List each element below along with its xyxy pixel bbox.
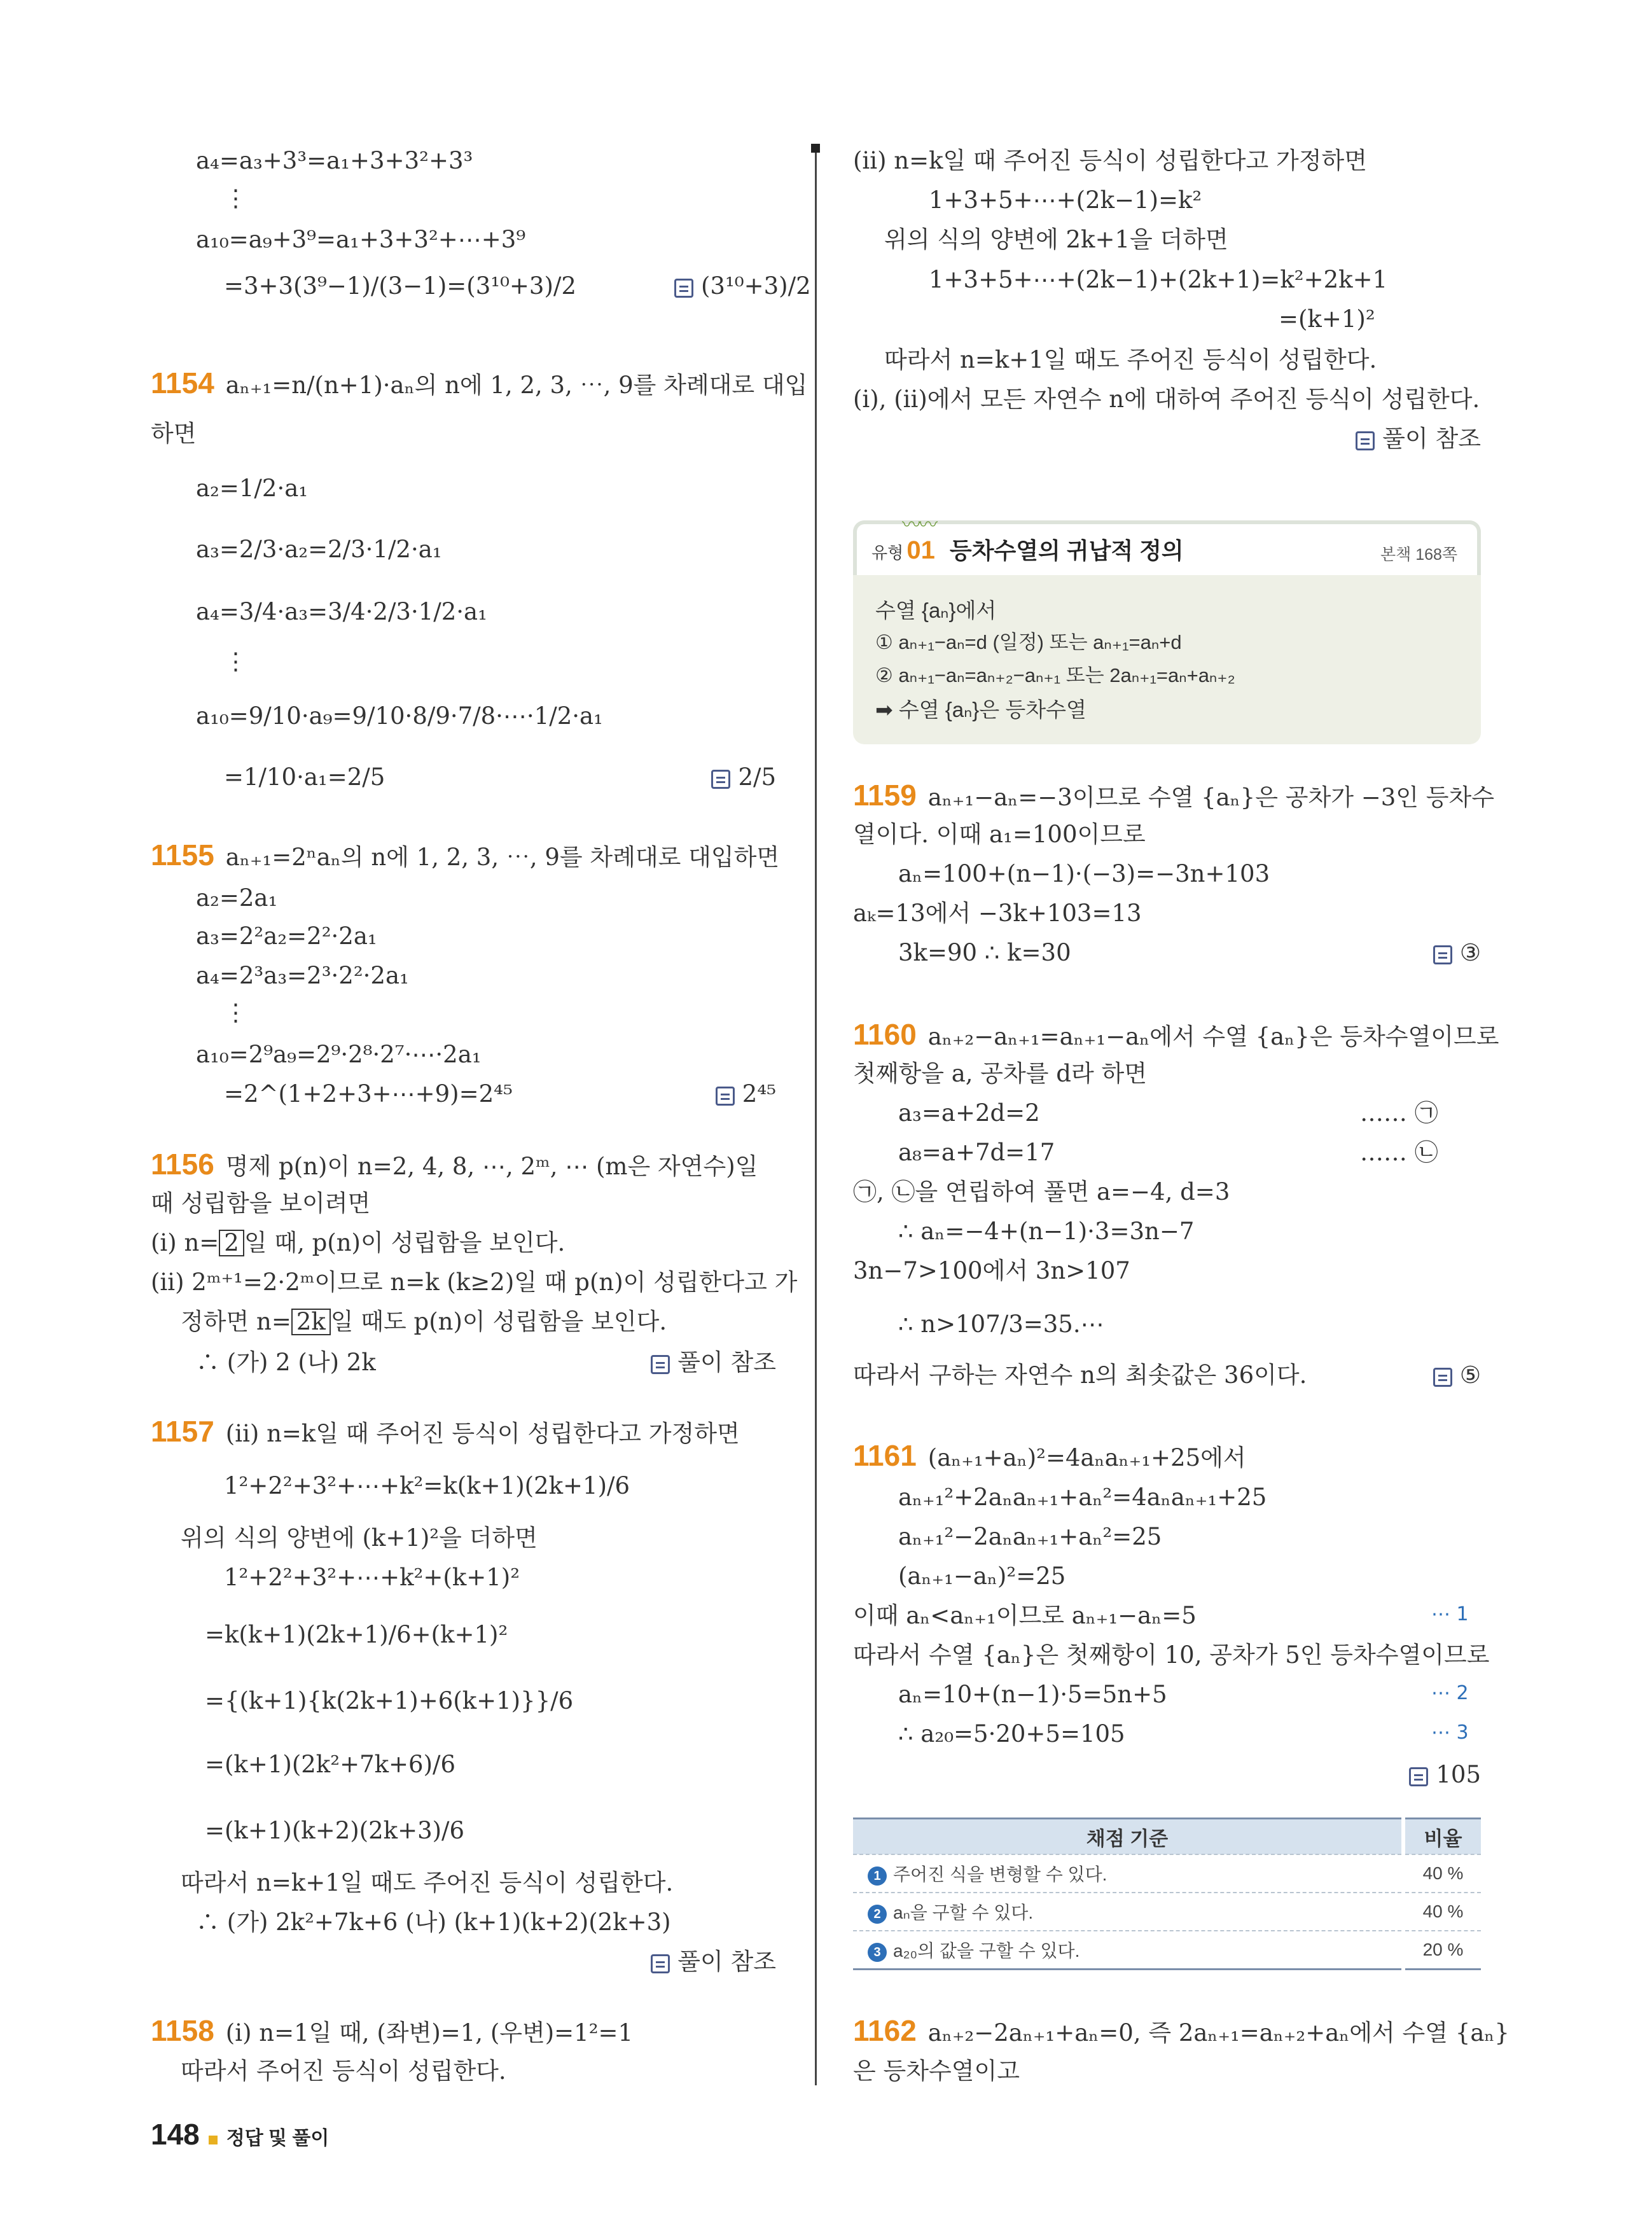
solution-line: 은 등차수열이고 — [853, 2057, 1020, 2085]
solution-line: a₃=a+2d=2 — [898, 1099, 1040, 1127]
solution-line: a₂=1/2·a₁ — [196, 475, 309, 502]
problem-number: 1158 — [151, 2014, 214, 2047]
answer — [1291, 425, 1481, 453]
problem-1162 — [853, 2014, 1510, 2047]
answer-mark-icon — [1433, 1368, 1452, 1387]
line-text: 일 때도 p(n)이 성립함을 보인다. — [330, 1308, 667, 1335]
solution-line: ∴ a₂₀=5·20+5=105 — [898, 1720, 1125, 1748]
problem-number: 1162 — [853, 2014, 917, 2047]
solution-line: (ii) 2ᵐ⁺¹=2·2ᵐ이므로 n=k (k≥2)일 때 p(n)이 성립한다고 가 — [151, 1268, 798, 1296]
column-divider-dot — [811, 144, 820, 153]
ratio-cell: 40 % — [1403, 1893, 1481, 1931]
solution-line: =3+3(3⁹−1)/(3−1)=(3¹⁰+3)/2 — [224, 272, 576, 300]
blank-box: 2k — [291, 1309, 331, 1335]
solution-line: aₙ₊₁²−2aₙaₙ₊₁+aₙ²=25 — [898, 1523, 1162, 1550]
solution-line: a₄=3/4·a₃=3/4·2/3·1/2·a₁ — [196, 598, 487, 625]
solution-line: 이때 aₙ<aₙ₊₁이므로 aₙ₊₁−aₙ=5 — [853, 1602, 1197, 1629]
problem-number: 1156 — [151, 1148, 214, 1181]
solution-line: a₂=2a₁ — [196, 884, 278, 912]
ellipsis: ⋮ — [224, 184, 247, 212]
problem-text: aₙ₊₁−aₙ=−3이므로 수열 {aₙ}은 공차가 −3인 등차수 — [927, 784, 1494, 811]
step-number-icon: 3 — [868, 1943, 887, 1962]
solution-line: a₄=a₃+3³=a₁+3+3²+3³ — [196, 147, 473, 174]
criterion-cell — [853, 1854, 1403, 1893]
solution-line: ㉠, ㉡을 연립하여 풀면 a=−4, d=3 — [853, 1178, 1230, 1206]
scoring-table — [853, 1817, 1481, 1970]
problem-text: aₙ₊₂−aₙ₊₁=aₙ₊₁−aₙ에서 수열 {aₙ}은 등차수열이므로 — [927, 1023, 1499, 1050]
solution-line: ∴ n>107/3=35.⋯ — [898, 1310, 1104, 1338]
answer-value: 풀이 참조 — [677, 1349, 776, 1376]
answer-value: ③ — [1459, 939, 1481, 966]
ellipsis: ⋮ — [224, 999, 247, 1026]
solution-line: a₃=2²a₂=2²·2a₁ — [196, 922, 377, 950]
type-title: 등차수열의 귀납적 정의 — [949, 538, 1184, 564]
answer-mark-icon — [651, 1954, 670, 1973]
criterion-text: 주어진 식을 변형할 수 있다. — [893, 1865, 1107, 1884]
step-marker-2: ⋯ 2 — [1431, 1682, 1469, 1704]
problem-number: 1160 — [853, 1018, 917, 1051]
problem-1157 — [151, 1417, 740, 1448]
problem-text: 때 성립함을 보이려면 — [151, 1190, 371, 1217]
answer-mark-icon — [711, 770, 730, 789]
type-number: 01 — [906, 536, 935, 564]
solution-line: 따라서 주어진 등식이 성립한다. — [181, 2057, 506, 2085]
problem-text: (i) n=1일 때, (좌변)=1, (우변)=1²=1 — [225, 2019, 634, 2047]
solution-line: 1+3+5+⋯+(2k−1)+(2k+1)=k²+2k+1 — [929, 266, 1388, 293]
step-number-icon: 2 — [868, 1905, 887, 1924]
solution-line: aₖ=13에서 −3k+103=13 — [853, 900, 1142, 927]
solution-line: ∴ aₙ=−4+(n−1)·3=3n−7 — [898, 1218, 1195, 1245]
answer-value: ⑤ — [1459, 1361, 1481, 1389]
answer-value: 105 — [1436, 1761, 1481, 1788]
type-label: 유형 — [871, 543, 904, 562]
answer — [1379, 939, 1481, 967]
conclusion: ∴ (가) 2 (나) 2k — [196, 1349, 376, 1376]
equation-marker: …… ㉠ — [1360, 1099, 1438, 1127]
problem-1154 — [151, 366, 808, 400]
solution-line: (ii) n=k일 때 주어진 등식이 성립한다고 가정하면 — [853, 147, 1367, 174]
solution-line: =k(k+1)(2k+1)/6+(k+1)² — [205, 1621, 508, 1648]
solution-line: 1+3+5+⋯+(2k−1)=k² — [929, 186, 1202, 214]
solution-line: 따라서 수열 {aₙ}은 첫째항이 10, 공차가 5인 등차수열이므로 — [853, 1641, 1490, 1669]
problem-number: 1154 — [151, 366, 214, 400]
blank-box: 2 — [219, 1230, 244, 1256]
footer-square-icon — [209, 2136, 218, 2144]
solution-line: a₁₀=9/10·a₉=9/10·8/9·7/8·⋯·1/2·a₁ — [196, 702, 603, 730]
problem-1161 — [853, 1439, 1246, 1472]
solution-line — [151, 1229, 565, 1257]
solution-line: a₁₀=a₉+3⁹=a₁+3+3²+⋯+3⁹ — [196, 226, 526, 253]
solution-line — [181, 1308, 667, 1336]
solution-line: 따라서 n=k+1일 때도 주어진 등식이 성립한다. — [884, 346, 1377, 373]
criterion-cell — [853, 1931, 1403, 1970]
problem-text: (ii) n=k일 때 주어진 등식이 성립한다고 가정하면 — [225, 1420, 740, 1447]
problem-text: aₙ₊₂−2aₙ₊₁+aₙ=0, 즉 2aₙ₊₁=aₙ₊₂+aₙ에서 수열 {aₙ} — [927, 2019, 1510, 2047]
type-heading — [871, 533, 1184, 566]
step-marker-1: ⋯ 1 — [1431, 1603, 1469, 1625]
line-text: (i) n= — [151, 1229, 219, 1256]
problem-1160 — [853, 1020, 1499, 1051]
footer-title: 정답 및 풀이 — [226, 2128, 330, 2149]
answer — [674, 763, 776, 791]
page-footer — [151, 2117, 329, 2151]
problem-text: aₙ₊₁=n/(n+1)·aₙ의 n에 1, 2, 3, ⋯, 9를 차례대로 대입 — [225, 372, 808, 399]
wave-ornament: 〰〰 — [902, 514, 935, 536]
problem-number: 1159 — [853, 779, 917, 812]
solution-line: =(k+1)(k+2)(2k+3)/6 — [205, 1817, 465, 1844]
page-number: 148 — [151, 2118, 200, 2151]
equation-marker: …… ㉡ — [1360, 1139, 1438, 1166]
answer — [611, 1349, 776, 1377]
criterion-text: a₂₀의 값을 구할 수 있다. — [893, 1941, 1080, 1961]
answer-value: 풀이 참조 — [677, 1948, 776, 1975]
solution-line: 3n−7>100에서 3n>107 — [853, 1257, 1130, 1284]
solution-line: 따라서 n=k+1일 때도 주어진 등식이 성립한다. — [181, 1869, 674, 1896]
problem-number: 1155 — [151, 838, 214, 872]
ratio-cell: 40 % — [1403, 1854, 1481, 1893]
answer-value: 2/5 — [738, 763, 776, 791]
type-line: ① aₙ₊₁−aₙ=d (일정) 또는 aₙ₊₁=aₙ+d — [875, 631, 1182, 653]
problem-1155 — [151, 838, 780, 872]
solution-line: 1²+2²+3²+⋯+k²=k(k+1)(2k+1)/6 — [224, 1472, 630, 1499]
problem-1158 — [151, 2014, 634, 2047]
solution-line: aₙ₊₁²+2aₙaₙ₊₁+aₙ²=4aₙaₙ₊₁+25 — [898, 1484, 1267, 1511]
problem-text: 명제 p(n)이 n=2, 4, 8, ⋯, 2ᵐ, ⋯ (m은 자연수)일 — [225, 1153, 758, 1180]
ratio-cell: 20 % — [1403, 1931, 1481, 1970]
answer-value: (3¹⁰+3)/2 — [701, 272, 811, 300]
table-header: 채점 기준 — [853, 1819, 1403, 1855]
problem-text: 하면 — [151, 420, 197, 447]
problem-text: (aₙ₊₁+aₙ)²=4aₙaₙ₊₁+25에서 — [927, 1444, 1246, 1471]
criterion-text: aₙ을 구할 수 있다. — [893, 1903, 1034, 1922]
solution-line: a₈=a+7d=17 — [898, 1139, 1055, 1166]
solution-line: 위의 식의 양변에 2k+1을 더하면 — [884, 226, 1228, 253]
problem-number: 1161 — [853, 1439, 917, 1472]
type-line: ➡ 수열 {aₙ}은 등차수열 — [875, 698, 1086, 721]
type-line: ② aₙ₊₁−aₙ=aₙ₊₂−aₙ₊₁ 또는 2aₙ₊₁=aₙ+aₙ₊₂ — [875, 664, 1235, 686]
answer-mark-icon — [1356, 431, 1375, 450]
answer — [1379, 1361, 1481, 1389]
line-text: 정하면 n= — [181, 1308, 291, 1335]
ellipsis: ⋮ — [224, 648, 247, 675]
solution-line: ={(k+1){k(2k+1)+6(k+1)}}/6 — [205, 1687, 574, 1714]
table-header: 비율 — [1403, 1819, 1481, 1855]
table-row — [853, 1893, 1481, 1931]
solution-line: 열이다. 이때 a₁=100이므로 — [853, 821, 1146, 848]
problem-number: 1157 — [151, 1415, 214, 1448]
answer-mark-icon — [716, 1087, 735, 1106]
solution-line: 3k=90 ∴ k=30 — [898, 939, 1071, 966]
solution-line: a₄=2³a₃=2³·2²·2a₁ — [196, 962, 409, 989]
answer — [611, 1948, 776, 1976]
solution-line: 1²+2²+3²+⋯+k²+(k+1)² — [224, 1564, 520, 1591]
column-divider — [815, 145, 817, 2085]
answer — [674, 1080, 776, 1108]
conclusion: ∴ (가) 2k²+7k+6 (나) (k+1)(k+2)(2k+3) — [196, 1908, 671, 1936]
problem-1159 — [853, 781, 1494, 812]
solution-line: (i), (ii)에서 모든 자연수 n에 대하여 주어진 등식이 성립한다. — [853, 386, 1480, 413]
solution-line: a₁₀=2⁹a₉=2⁹·2⁸·2⁷·⋯·2a₁ — [196, 1041, 482, 1068]
answer-value: 2⁴⁵ — [742, 1080, 776, 1108]
type-reference: 본책 168쪽 — [1380, 546, 1458, 564]
step-marker-3: ⋯ 3 — [1431, 1721, 1469, 1744]
step-number-icon: 1 — [868, 1866, 887, 1886]
solution-line: =1/10·a₁=2/5 — [224, 763, 385, 791]
solution-line: =(k+1)² — [1279, 305, 1375, 333]
answer-mark-icon — [651, 1355, 670, 1374]
answer-mark-icon — [1409, 1767, 1428, 1786]
answer-mark-icon — [1433, 945, 1452, 964]
answer — [1379, 1761, 1481, 1789]
solution-line: =2^(1+2+3+⋯+9)=2⁴⁵ — [224, 1080, 513, 1108]
table-row — [853, 1854, 1481, 1893]
problem-1156 — [151, 1150, 758, 1181]
answer-value: 풀이 참조 — [1382, 425, 1481, 452]
table-row — [853, 1931, 1481, 1970]
solution-line: =(k+1)(2k²+7k+6)/6 — [205, 1751, 456, 1778]
solution-line: 첫째항을 a, 공차를 d라 하면 — [853, 1060, 1147, 1087]
solution-line: aₙ=10+(n−1)·5=5n+5 — [898, 1681, 1167, 1708]
solution-line: 위의 식의 양변에 (k+1)²을 더하면 — [181, 1524, 538, 1552]
solution-line: 따라서 구하는 자연수 n의 최솟값은 36이다. — [853, 1361, 1307, 1389]
solution-line: aₙ=100+(n−1)·(−3)=−3n+103 — [898, 860, 1270, 887]
answer-mark-icon — [674, 279, 693, 298]
solution-line: (aₙ₊₁−aₙ)²=25 — [898, 1562, 1066, 1590]
line-text: 일 때, p(n)이 성립함을 보인다. — [244, 1229, 566, 1256]
answer — [674, 272, 811, 300]
solution-line: a₃=2/3·a₂=2/3·1/2·a₁ — [196, 536, 442, 563]
type-line: 수열 {aₙ}에서 — [875, 599, 997, 622]
problem-text: aₙ₊₁=2ⁿaₙ의 n에 1, 2, 3, ⋯, 9를 차례대로 대입하면 — [225, 844, 780, 871]
criterion-cell — [853, 1893, 1403, 1931]
